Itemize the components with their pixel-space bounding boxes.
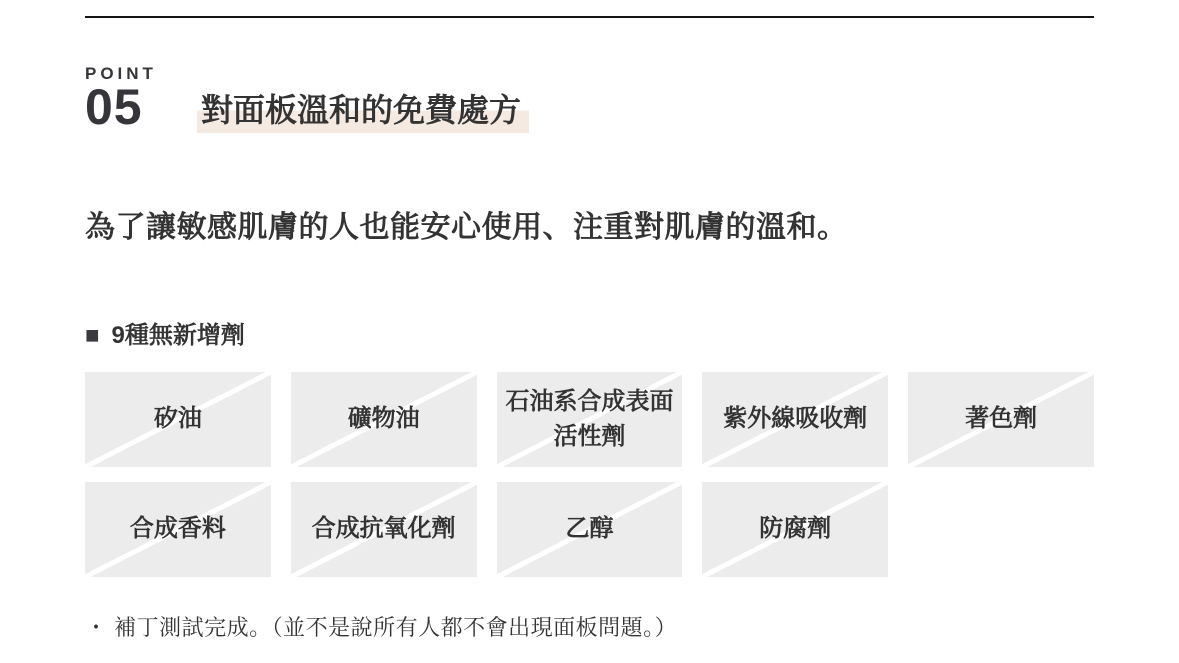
ingredient-box <box>702 372 888 467</box>
ingredient-label: 合成香料 <box>129 515 226 543</box>
ingredient-box <box>291 482 477 577</box>
point-label: POINT <box>85 64 157 83</box>
page-title <box>197 91 529 129</box>
ingredient-box <box>908 372 1094 467</box>
ingredient-box <box>497 482 683 577</box>
point-header <box>85 64 1094 135</box>
ingredient-box <box>85 372 271 467</box>
ingredient-label: 防腐劑 <box>759 515 832 543</box>
point-number: 05 <box>85 78 143 135</box>
ingredient-box <box>291 372 477 467</box>
ingredient-grid <box>85 372 1094 577</box>
ingredient-label: 合成抗氧化劑 <box>311 515 456 543</box>
footnote-text: ・ 補丁測試完成。（並不是說所有人都不會出現面板問題。） <box>85 615 678 641</box>
lead-text: 為了讓敏感肌膚的人也能安心使用、注重對肌膚的溫和。 <box>85 211 848 245</box>
ingredient-label: 石油系合成表面活性劑 <box>505 388 674 450</box>
ingredient-label: 乙醇 <box>565 515 614 543</box>
ingredient-label: 著色劑 <box>965 405 1038 433</box>
ingredient-label: 紫外線吸收劑 <box>723 405 868 433</box>
point-badge <box>85 64 157 135</box>
section-heading-text: 9種無新增劑 <box>111 321 245 349</box>
ingredient-box <box>85 482 271 577</box>
page-title-text: 對面板溫和的免費處方 <box>197 92 529 133</box>
content-area <box>0 16 1179 642</box>
ingredient-label: 礦物油 <box>347 405 420 433</box>
ingredient-box <box>497 372 683 467</box>
square-bullet-icon: ■ <box>85 321 100 349</box>
section-heading <box>85 322 1094 351</box>
ingredient-label: 矽油 <box>153 405 202 433</box>
top-divider <box>85 16 1094 18</box>
ingredient-box <box>702 482 888 577</box>
